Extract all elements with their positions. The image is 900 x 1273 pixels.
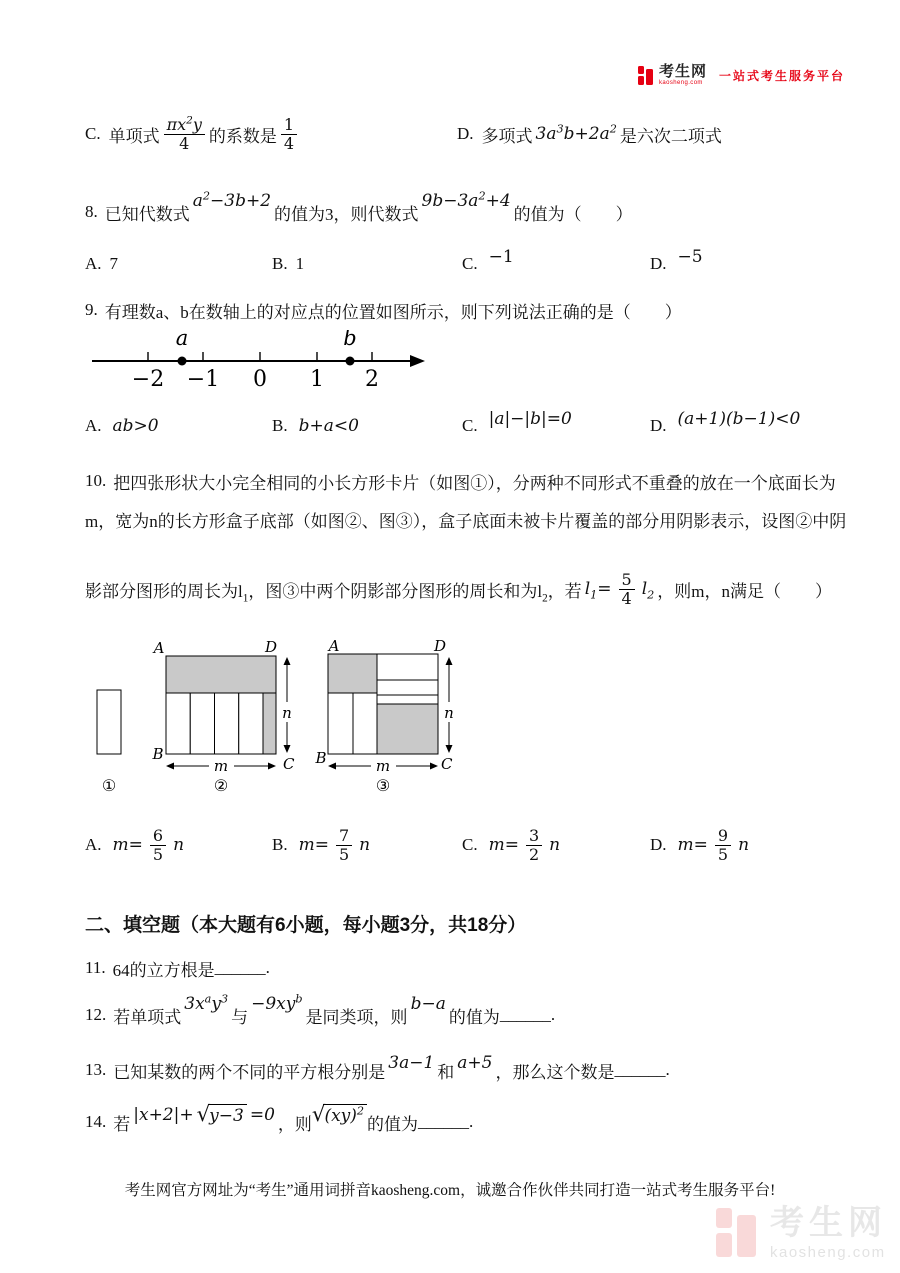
fig2-card [215, 693, 239, 754]
fig1-label: ① [101, 776, 117, 795]
formula: $a^2-3b+2$ [192, 189, 272, 211]
fig2-shaded-right [263, 693, 276, 754]
answer-blank: ______. [614, 1060, 670, 1079]
fraction [164, 116, 205, 153]
option-label: D. [650, 254, 667, 273]
option-label: B. [272, 254, 288, 273]
q10-option-d [650, 814, 752, 876]
answer-blank: ______. [418, 1112, 474, 1131]
question-number: 10. [85, 471, 107, 490]
fig3-corner-a: A [328, 637, 340, 655]
number-line-figure [88, 330, 433, 402]
question-number: 13. [85, 1060, 107, 1079]
fraction [150, 827, 166, 864]
formula: 3a−1 [388, 1053, 435, 1073]
radicand: y−3 [208, 1104, 247, 1126]
q7-option-d [457, 103, 722, 165]
formula: $3x^ay^3$ [184, 992, 229, 1014]
fig3-dim-n: n [444, 704, 454, 722]
fig3-shaded-bottomright [377, 704, 438, 754]
q10-option-a [85, 814, 187, 876]
stem-text: 有理数a、b在数轴上的对应点的位置如图所示，则下列说法正确的是（ ） [104, 302, 682, 322]
question-number: 14. [85, 1112, 107, 1131]
option-formula: ab>0 [112, 416, 159, 436]
radicand: (xy)$^2$ [323, 1104, 367, 1126]
stem-text: ，则m，n满足（ ） [657, 581, 833, 601]
fig2-label: ② [213, 776, 229, 795]
stem-text: 和 [437, 1062, 455, 1082]
tick-label: 0 [253, 367, 267, 392]
ratio-fraction [619, 571, 635, 608]
logo-brand [659, 64, 707, 86]
option-formula: n [738, 835, 750, 855]
fig2-corner-c: C [283, 755, 295, 773]
fig3-card [328, 693, 353, 754]
fraction-denominator: 5 [717, 844, 729, 864]
fig3-corner-d: D [433, 637, 447, 655]
question-8-stem [85, 188, 633, 236]
logo-tagline: 一站式考生服务平台 [719, 68, 846, 83]
question-9-stem [85, 297, 682, 323]
fig2-dim-n: n [282, 704, 292, 722]
tick-label: 1 [310, 367, 324, 392]
option-value: −5 [677, 247, 703, 267]
sqrt-expression [312, 1104, 367, 1126]
footer-note: 考生网官方网址为“考生”通用词拼音kaosheng.com，诚邀合作伙伴共同打造一站式考生服务平台! [124, 1182, 776, 1199]
stem-text: 的值为（ ） [513, 204, 633, 224]
option-formula: m= [298, 835, 329, 855]
point-b-dot [346, 357, 355, 366]
fig2-dim-m: m [213, 757, 229, 775]
stem-text: 的值为 [448, 1007, 500, 1027]
fraction-numerator: 5 [619, 571, 635, 590]
option-formula: m= [112, 835, 143, 855]
formula: b−a [410, 994, 446, 1014]
option-label: C. [85, 124, 101, 143]
option-label: D. [457, 124, 474, 143]
q7-option-c [85, 103, 301, 165]
watermark-text [770, 1206, 887, 1260]
fig1-card [97, 690, 121, 754]
fig2-corner-b: B [152, 745, 164, 763]
site-logo [638, 64, 845, 86]
stem-text: 64的立方根是 [112, 960, 215, 980]
fig2-card [166, 693, 190, 754]
fig2-card [190, 693, 214, 754]
q10-option-c [462, 814, 563, 876]
question-10-line1 [85, 468, 836, 494]
point-a-dot [178, 357, 187, 366]
option-formula: n [549, 835, 561, 855]
stem-text: 若单项式 [113, 1007, 182, 1027]
option-value: 1 [295, 254, 305, 273]
point-a-label: a [175, 330, 189, 350]
option-text: 的系数是 [208, 126, 277, 146]
fig2-shaded-top [166, 656, 276, 693]
watermark-logo [716, 1206, 887, 1264]
fraction-denominator: 2 [528, 844, 540, 864]
question-number: 8. [85, 202, 98, 221]
option-formula: (a+1)(b−1)<0 [677, 409, 801, 429]
logo-brand-text: 考生网 [659, 63, 708, 80]
fraction-denominator: 5 [152, 844, 164, 864]
sqrt-expression [197, 1104, 247, 1126]
question-number: 9. [85, 300, 98, 319]
option-label: D. [650, 416, 667, 435]
stem-text: 把四张形状大小完全相同的小长方形卡片（如图①），分两种不同形式不重叠的放在一个底面长为 [113, 473, 836, 493]
question-11 [85, 955, 270, 981]
q9-option-d [650, 406, 803, 446]
stem-text: 若 [113, 1114, 131, 1134]
option-formula: n [359, 835, 371, 855]
option-label: B. [272, 416, 288, 435]
option-formula: m= [488, 835, 519, 855]
option-label: C. [462, 835, 478, 854]
option-label: A. [85, 416, 102, 435]
kaosheng-logo-icon [638, 65, 655, 86]
option-text: 单项式 [108, 126, 160, 146]
stem-text: 的值为 [367, 1114, 419, 1134]
q10-figures [88, 636, 468, 806]
stem-text: 与 [231, 1007, 249, 1027]
fraction-denominator: 5 [338, 844, 350, 864]
fraction [526, 827, 542, 864]
q8-option-a [85, 246, 118, 282]
q8-option-c [462, 246, 517, 282]
option-label: A. [85, 254, 102, 273]
option-formula: |a|−|b|=0 [488, 409, 572, 429]
ratio-rhs: $l_2$ [641, 579, 655, 602]
q9-option-c [462, 406, 575, 446]
option-formula: m= [677, 835, 708, 855]
option-label: C. [462, 254, 478, 273]
q10-option-b [272, 814, 373, 876]
fraction-numerator: 6 [150, 827, 166, 846]
stem-text: 是同类项，则 [305, 1007, 408, 1027]
section-2-title: 二、填空题（本大题有6小题，每小题3分，共18分） [85, 915, 527, 936]
point-b-label: b [343, 330, 357, 350]
formula: $3a^3b+2a^2$ [535, 122, 617, 144]
fig2-corner-a: A [153, 639, 165, 657]
fig3-label: ③ [375, 776, 391, 795]
q8-option-b [272, 246, 304, 282]
stem-text: ，则 [277, 1114, 312, 1134]
tick-label: −2 [131, 367, 165, 392]
question-10-line2 [85, 506, 846, 532]
question-13 [85, 1050, 670, 1090]
fig3-card [377, 654, 438, 680]
fig3-card [353, 693, 377, 754]
formula: $9b-3a^2+4$ [421, 189, 511, 211]
fraction [715, 827, 731, 864]
watermark-domain: kaosheng.com [770, 1244, 886, 1261]
stem-text: 已知代数式 [104, 204, 190, 224]
option-formula: b+a<0 [298, 416, 359, 436]
radical-sign: √ [311, 1102, 326, 1127]
stem-text: ，那么这个数是 [495, 1062, 615, 1082]
fraction-numerator: 9 [715, 827, 731, 846]
formula: =0 [249, 1105, 275, 1125]
formula: a+5 [457, 1053, 493, 1073]
fig3-card [377, 680, 438, 695]
fraction-denominator: 4 [179, 133, 190, 153]
watermark-brand: 考生网 [770, 1204, 887, 1242]
logo-domain-text: kaosheng.com [659, 80, 703, 86]
formula: $-9xy^b$ [251, 992, 303, 1014]
option-label: C. [462, 416, 478, 435]
fraction-numerator: 7 [336, 827, 352, 846]
axis-arrow-icon [410, 355, 425, 367]
fraction [281, 116, 297, 153]
question-12 [85, 992, 555, 1038]
fig3-corner-b: B [315, 749, 327, 767]
tick-label: 2 [365, 367, 379, 392]
question-10-line3 [85, 558, 832, 620]
stem-text: 已知某数的两个不同的平方根分别是 [113, 1062, 386, 1082]
option-label: A. [85, 835, 102, 854]
q9-option-b [272, 406, 362, 446]
fig2-corner-d: D [264, 638, 278, 656]
answer-blank: ______. [499, 1005, 556, 1024]
fig3-dim-m: m [375, 757, 391, 775]
option-label: B. [272, 835, 288, 854]
stem-text: 影部分图形的周长为$l_1$，图③中两个阴影部分图形的周长和为$l_2$，若 [85, 581, 582, 604]
fraction-denominator: 4 [621, 588, 632, 608]
fig3-shaded-topleft [328, 654, 377, 693]
stem-text: 的值为3，则代数式 [274, 204, 419, 224]
fraction-denominator: 4 [283, 133, 295, 153]
question-14 [85, 1096, 473, 1148]
stem-text: m，宽为n的长方形盒子底部（如图②、图③），盒子底面未被卡片覆盖的部分用阴影表示，设图②中阴 [85, 511, 847, 531]
option-text: 是六次二项式 [619, 126, 722, 146]
tick-label: −1 [186, 367, 220, 392]
fig2-card [239, 693, 263, 754]
fraction-numerator: $\pi x^2y$ [164, 116, 205, 135]
option-value: −1 [488, 247, 514, 267]
fraction [336, 827, 352, 864]
question-number: 11. [85, 958, 106, 977]
option-formula: n [173, 835, 185, 855]
ratio-lhs: $l_1=$ [584, 579, 612, 602]
radical-sign: √ [196, 1102, 211, 1127]
option-text: 多项式 [481, 126, 533, 146]
kaosheng-watermark-icon [716, 1206, 762, 1264]
fraction-numerator: 3 [526, 827, 542, 846]
formula: |x+2|+ [133, 1105, 194, 1125]
fraction-numerator: 1 [281, 116, 297, 135]
question-number: 12. [85, 1005, 107, 1024]
option-value: 7 [109, 254, 119, 273]
answer-blank: ______. [214, 958, 270, 977]
q8-option-d [650, 246, 706, 282]
fig3-corner-c: C [441, 755, 453, 773]
option-label: D. [650, 835, 667, 854]
q9-option-a [85, 406, 162, 446]
